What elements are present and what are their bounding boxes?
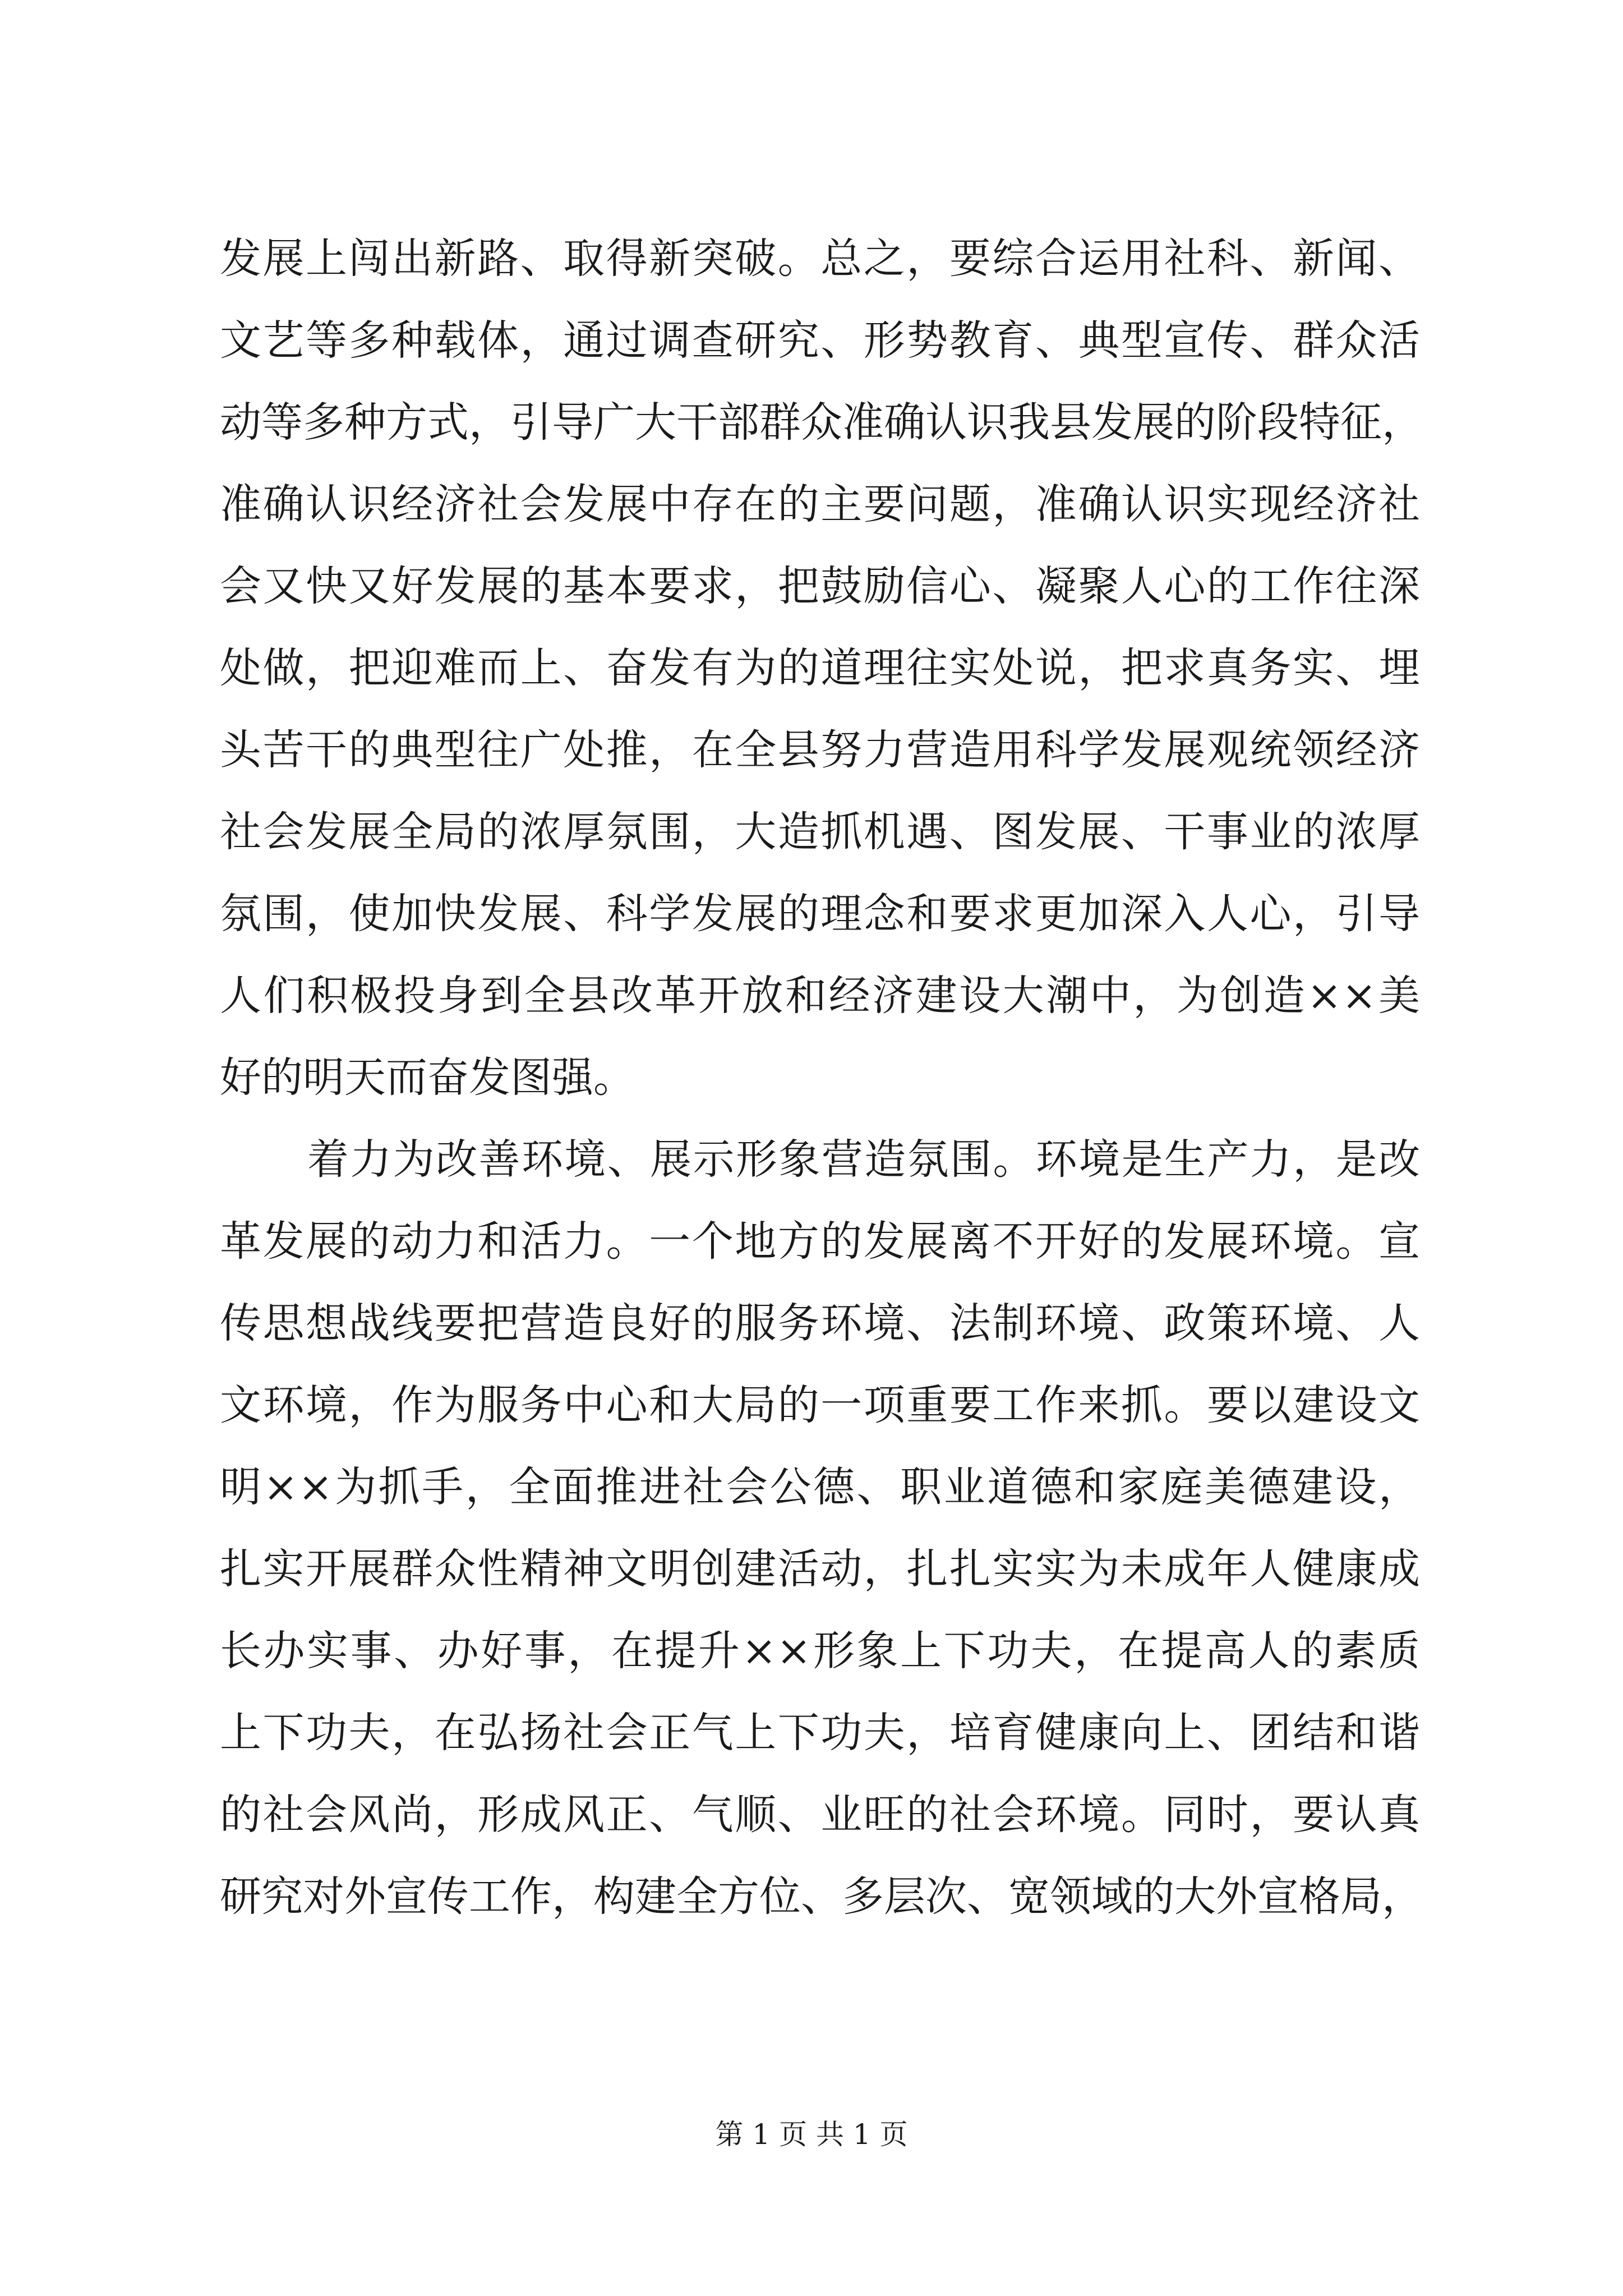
paragraph-line: 文环境，作为服务中心和大局的一项重要工作来抓。要以建设文 — [220, 1381, 1420, 1429]
paragraph-line: 社会发展全局的浓厚氛围，大造抓机遇、图发展、干事业的浓厚 — [220, 808, 1420, 856]
paragraph-line: 扎实开展群众性精神文明创建活动，扎扎实实为未成年人健康成 — [220, 1545, 1420, 1593]
paragraph-line: 明××为抓手，全面推进社会公德、职业道德和家庭美德建设， — [220, 1463, 1420, 1511]
paragraph-line: 动等多种方式，引导广大干部群众准确认识我县发展的阶段特征， — [220, 398, 1423, 447]
page-footer — [0, 2115, 1623, 2154]
page-number-label: 第 1 页 共 1 页 — [715, 2118, 908, 2151]
paragraph-line: 人们积极投身到全县改革开放和经济建设大潮中，为创造××美 — [220, 972, 1420, 1020]
paragraph-line: 传思想战线要把营造良好的服务环境、法制环境、政策环境、人 — [220, 1299, 1420, 1347]
paragraph-line: 的社会风尚，形成风正、气顺、业旺的社会环境。同时，要认真 — [220, 1791, 1420, 1839]
paragraph-line: 准确认识经济社会发展中存在的主要问题，准确认识实现经济社 — [220, 480, 1420, 528]
paragraph-line: 文艺等多种载体，通过调查研究、形势教育、典型宣传、群众活 — [220, 316, 1420, 365]
paragraph-line: 好的明天而奋发图强。 — [220, 1053, 635, 1102]
paragraph-line: 会又快又好发展的基本要求，把鼓励信心、凝聚人心的工作往深 — [220, 562, 1420, 610]
paragraph-line: 头苦干的典型往广处推，在全县努力营造用科学发展观统领经济 — [220, 726, 1420, 774]
paragraph-line: 上下功夫，在弘扬社会正气上下功夫，培育健康向上、团结和谐 — [220, 1709, 1420, 1757]
paragraph-line: 着力为改善环境、展示形象营造氛围。环境是生产力，是改 — [307, 1135, 1420, 1184]
paragraph-line: 氛围，使加快发展、科学发展的理念和要求更加深入人心，引导 — [220, 890, 1420, 938]
paragraph-line: 长办实事、办好事，在提升××形象上下功夫，在提高人的素质 — [220, 1627, 1420, 1675]
paragraph-line: 研究对外宣传工作，构建全方位、多层次、宽领域的大外宣格局， — [220, 1872, 1423, 1921]
paragraph-line: 革发展的动力和活力。一个地方的发展离不开好的发展环境。宣 — [220, 1217, 1420, 1266]
paragraph-line: 发展上闯出新路、取得新突破。总之，要综合运用社科、新闻、 — [220, 234, 1420, 283]
paragraph-line: 处做，把迎难而上、奋发有为的道理往实处说，把求真务实、埋 — [220, 644, 1420, 692]
body-text — [220, 218, 1423, 1938]
